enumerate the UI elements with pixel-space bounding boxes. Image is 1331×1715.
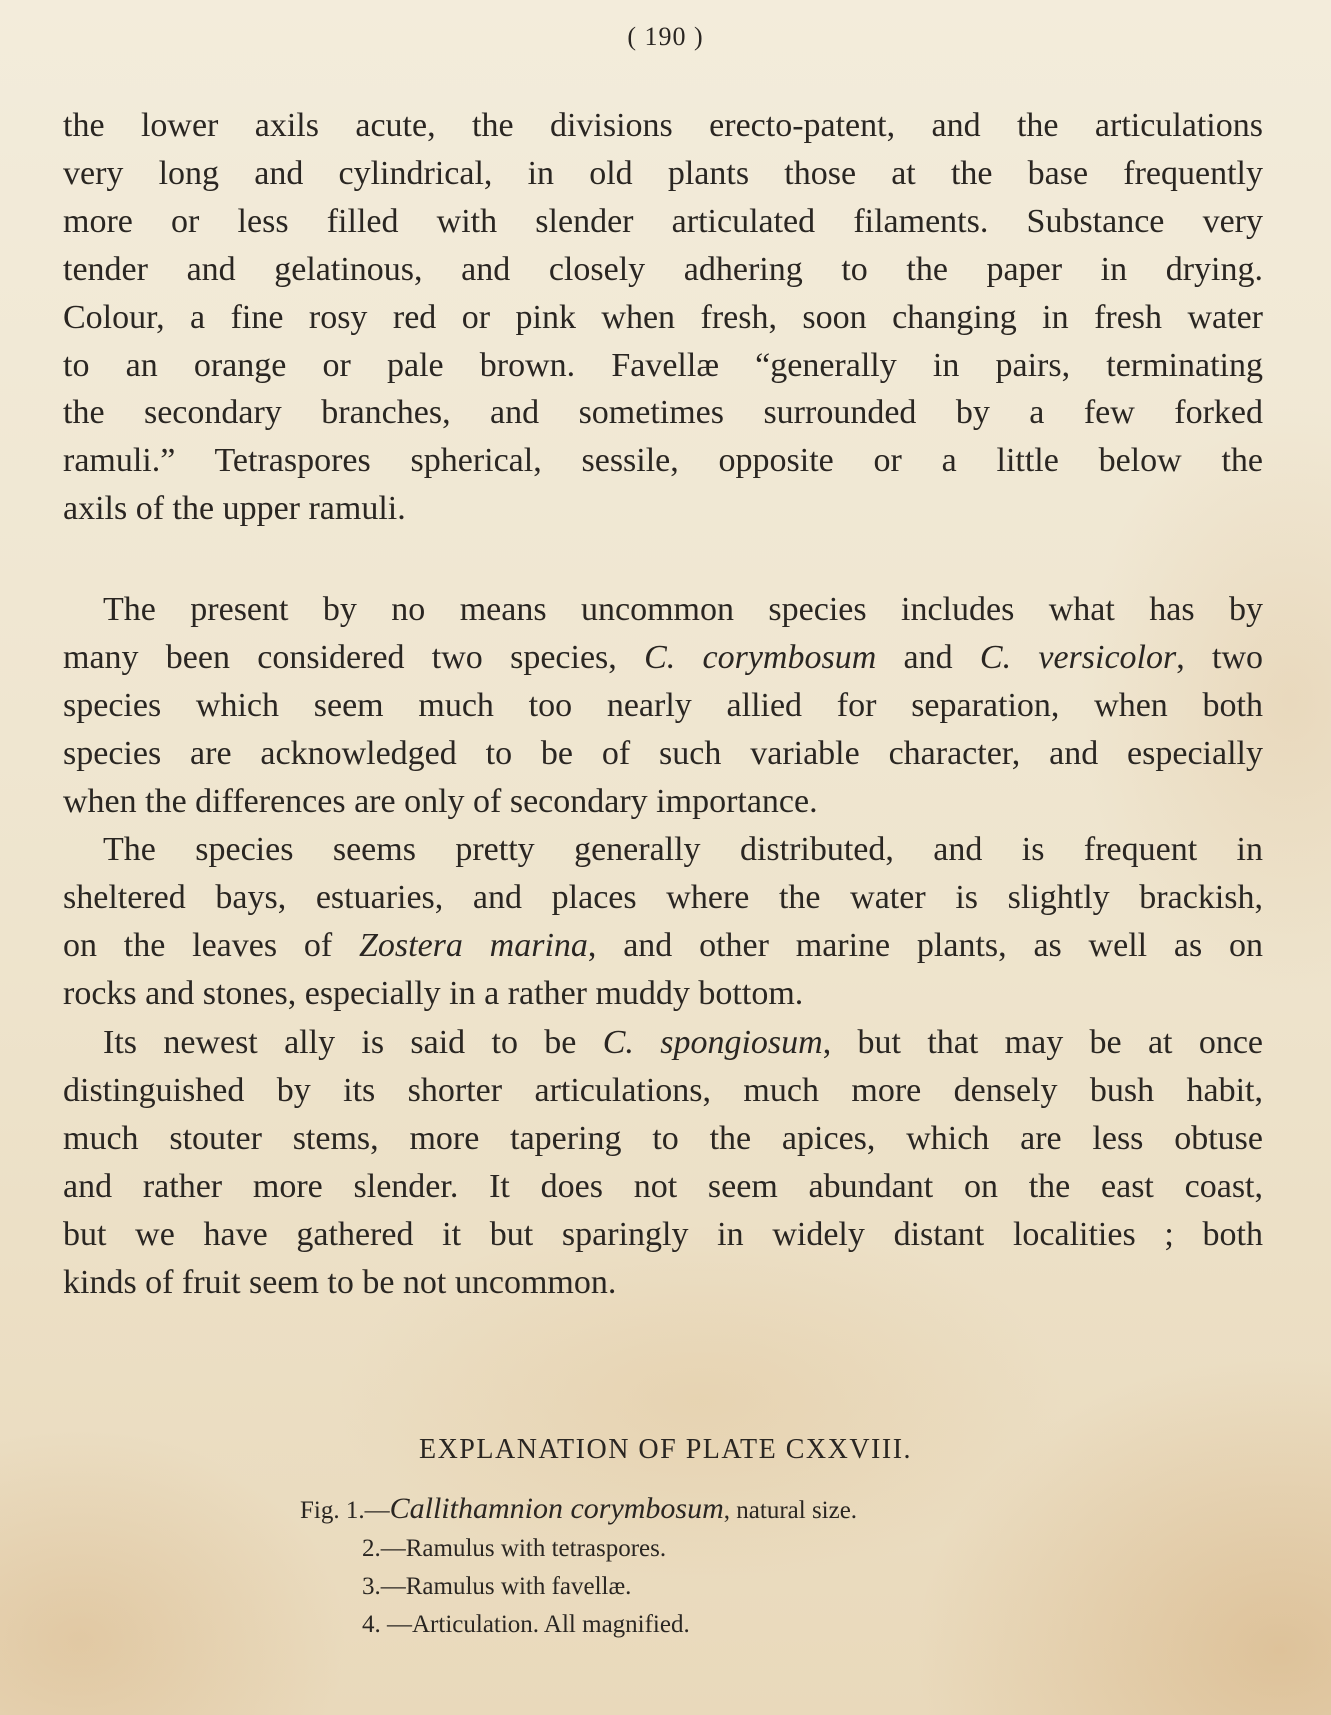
figure-list bbox=[300, 1490, 1080, 1644]
text-line: axils of the upper ramuli. bbox=[63, 490, 406, 528]
text-run: and bbox=[903, 638, 953, 676]
text-line: when the differences are only of secondary importance. bbox=[63, 782, 818, 820]
text-run: , two bbox=[1176, 638, 1264, 676]
text-line: to an orange or pale brown. Favellæ “generally in pairs, terminating bbox=[63, 346, 1263, 384]
text-line bbox=[63, 922, 1263, 970]
text-line: but we have gathered it but sparingly in widely distant localities ; both bbox=[63, 1215, 1263, 1253]
text-line: sheltered bays, estuaries, and places where the water is slightly brackish, bbox=[63, 878, 1263, 916]
figure-caption-3: 3.—Ramulus with favellæ. bbox=[362, 1573, 632, 1600]
species-name: Zostera marina bbox=[358, 926, 588, 964]
paragraph-species-description bbox=[63, 102, 1263, 533]
text-line: and rather more slender. It does not seem abundant on the east coast, bbox=[63, 1167, 1263, 1205]
species-name: C. corymbosum bbox=[644, 638, 877, 676]
paragraph-species-comparison bbox=[63, 586, 1263, 826]
text-line: ramuli.” Tetraspores spherical, sessile, opposite or a little below the bbox=[63, 442, 1263, 480]
text-line: kinds of fruit seem to be not uncommon. bbox=[63, 1263, 617, 1301]
text-run: Its newest ally is said to be bbox=[103, 1024, 577, 1061]
text-run: many been considered two species, bbox=[63, 638, 617, 676]
text-line: species are acknowledged to be of such variable character, and especially bbox=[63, 734, 1263, 772]
text-line: the secondary branches, and sometimes surrounded by a few forked bbox=[63, 394, 1263, 432]
page-number: ( 190 ) bbox=[627, 22, 704, 51]
text-run: on the leaves of bbox=[63, 926, 333, 964]
figure-caption-1 bbox=[300, 1490, 1080, 1530]
text-line: The species seems pretty generally distributed, and is frequent in bbox=[103, 831, 1263, 868]
text-line: more or less filled with slender articulated filaments. Substance very bbox=[63, 202, 1263, 240]
figure-caption-2: 2.—Ramulus with tetraspores. bbox=[362, 1535, 667, 1562]
text-line: Colour, a fine rosy red or pink when fresh, soon changing in fresh water bbox=[63, 298, 1263, 336]
figure-text: , natural size. bbox=[723, 1497, 858, 1524]
species-name: Callithamnion corymbosum bbox=[389, 1492, 724, 1525]
plate-explanation-heading: EXPLANATION OF PLATE CXXVIII. bbox=[418, 1434, 913, 1465]
species-name: C. spongiosum bbox=[602, 1024, 823, 1061]
paragraph-distribution bbox=[63, 826, 1263, 1018]
text-line: tender and gelatinous, and closely adhering to the paper in drying. bbox=[63, 250, 1263, 288]
text-line: the lower axils acute, the divisions erecto-patent, and the articulations bbox=[63, 107, 1263, 144]
text-line: The present by no means uncommon species includes what has by bbox=[103, 591, 1263, 628]
text-line: very long and cylindrical, in old plants those at the base frequently bbox=[63, 154, 1263, 192]
text-line: species which seem much too nearly allied for separation, when both bbox=[63, 686, 1263, 724]
text-line bbox=[63, 1019, 1263, 1067]
text-line bbox=[63, 634, 1263, 682]
text-run: , but that may be at once bbox=[822, 1024, 1264, 1061]
figure-label: Fig. 1.— bbox=[300, 1497, 390, 1524]
figure-caption-4: 4. —Articulation. All magnified. bbox=[362, 1611, 690, 1638]
text-line: much stouter stems, more tapering to the apices, which are less obtuse bbox=[63, 1119, 1263, 1157]
paragraph-allied-species bbox=[63, 1019, 1263, 1306]
species-name: C. versicolor bbox=[979, 638, 1177, 676]
text-line: distinguished by its shorter articulations, much more densely bush habit, bbox=[63, 1071, 1263, 1109]
text-run: , and other marine plants, as well as on bbox=[587, 926, 1264, 964]
text-line: rocks and stones, especially in a rather muddy bottom. bbox=[63, 974, 804, 1012]
